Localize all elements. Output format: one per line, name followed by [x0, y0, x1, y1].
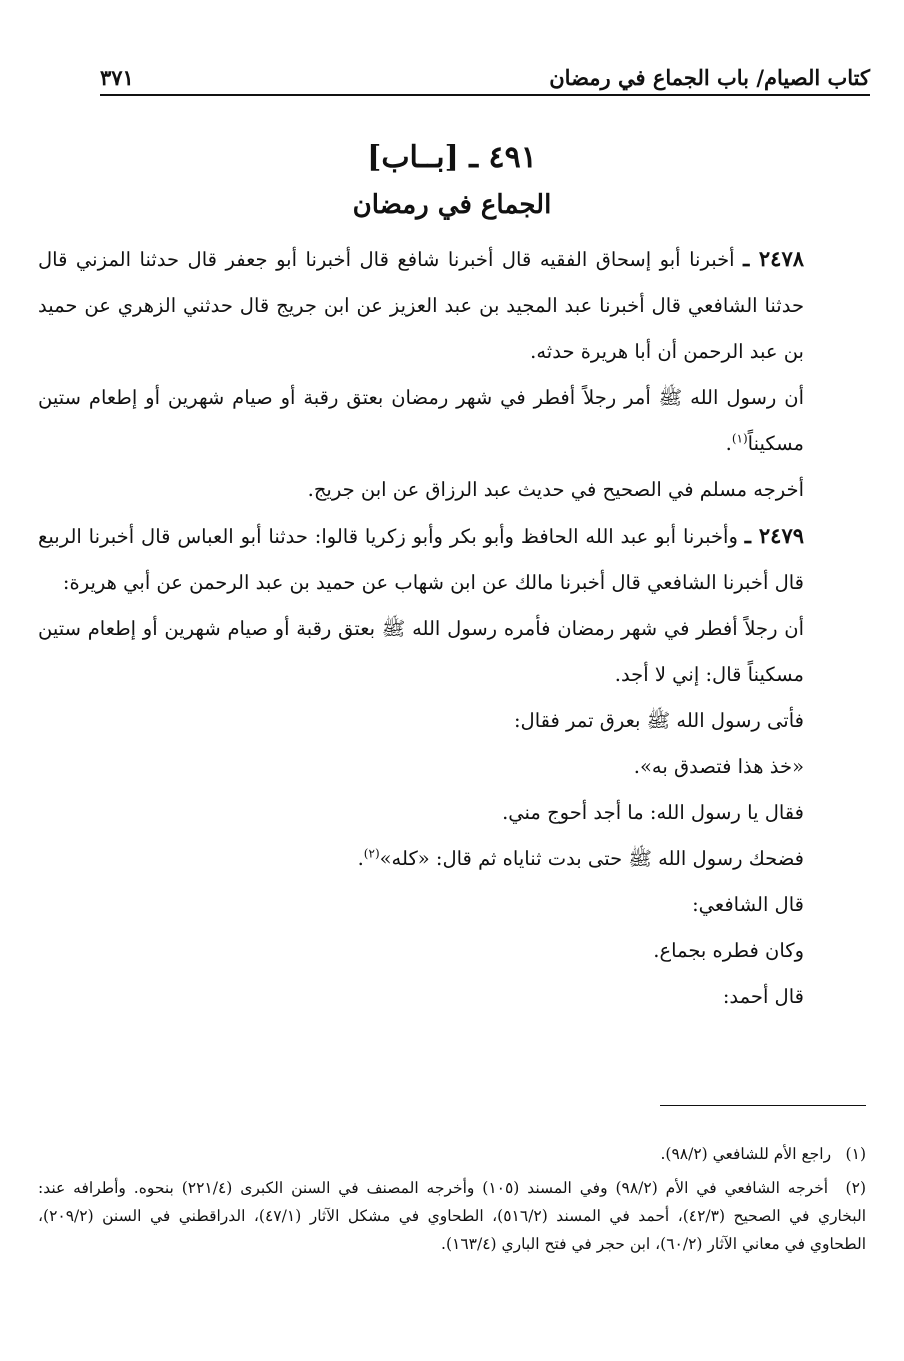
footnote-divider [660, 1105, 866, 1106]
hadith-2478-matn: أن رسول الله ﷺ أمر رجلاً أفطر في شهر رمضان بعتق رقبة أو صيام شهرين أو إطعام ستين مسكيناً$^{(١)}$. [38, 386, 804, 455]
hadith-number: ٢٤٧٩ ـ [744, 523, 805, 548]
hadith-number: ٢٤٧٨ ـ [743, 246, 805, 271]
footnote-mark: (٢) [845, 1179, 866, 1197]
hadith-2478-isnad: ٢٤٧٨ ـ أخبرنا أبو إسحاق الفقيه قال أخبرنا شافع قال أخبرنا أبو جعفر قال حدثنا المزني قال حدثنا الشافعي قال أخبرنا عبد المجيد بن عبد العزيز عن ابن جريج قال حدثني الزهري عن حميد بن عبد الرحمن أن أبا هريرة حدثه. [38, 246, 805, 363]
text-line: وكان فطره بجماع. [653, 939, 804, 962]
main-text [38, 236, 866, 1020]
footnote-2: (٢) أخرجه الشافعي في الأم (٩٨/٢) وفي المسند (١٠٥) وأخرجه المصنف في السنن الكبرى (٢٢١/٤) بنحوه. وأطرافه عند: البخاري في الصحيح (٤٢/٣)، أحمد في المسند (٥١٦/٢)، الطحاوي في مشكل الآثار (٤٧/١)، الدراقطني في السنن (٢٠٩/٢)، الطحاوي في معاني الآثار (٦٠/٢)، ابن حجر في فتح الباري (١٦٣/٤). [38, 1174, 866, 1258]
text-line: قال الشافعي: [692, 893, 804, 916]
hadith-2478-takhrij: أخرجه مسلم في الصحيح في حديث عبد الرزاق عن ابن جريج. [307, 478, 804, 501]
footnote-1: (١) راجع الأم للشافعي (٩٨/٢). [38, 1140, 866, 1168]
footnotes [38, 1140, 866, 1264]
footnote-mark: (١) [845, 1145, 866, 1163]
running-title: كتاب الصيام/ باب الجماع في رمضان [549, 65, 870, 90]
text-line: «خذ هذا فتصدق به». [633, 755, 804, 778]
hadith-2479-isnad: ٢٤٧٩ ـ وأخبرنا أبو عبد الله الحافظ وأبو بكر وأبو زكريا قالوا: حدثنا أبو العباس قال أخبرنا الربيع قال أخبرنا الشافعي قال أخبرنا مالك عن ابن شهاب عن حميد بن عبد الرحمن عن أبي هريرة: [38, 523, 805, 594]
running-header [100, 56, 870, 96]
text-line: فقال يا رسول الله: ما أجد أحوج مني. [502, 801, 804, 824]
chapter-title: الجماع في رمضان [352, 190, 552, 220]
text-line: قال أحمد: [722, 985, 804, 1008]
text-line: فأتى رسول الله ﷺ بعرق تمر فقال: [513, 709, 804, 732]
hadith-2479-matn: أن رجلاً أفطر في شهر رمضان فأمره رسول الله ﷺ بعتق رقبة أو صيام شهرين أو إطعام ستين مسكيناً قال: إني لا أجد. [38, 617, 804, 686]
chapter-number: ٤٩١ ـ [بــاب] [367, 140, 537, 175]
footnote-ref: (٢) [363, 846, 380, 861]
footnote-ref: (١) [731, 431, 748, 446]
page-number: ٣٧١ [100, 65, 134, 90]
text-line: فضحك رسول الله ﷺ حتى بدت ثناياه ثم قال: «كله»$^{(٢)}$. [357, 846, 804, 870]
